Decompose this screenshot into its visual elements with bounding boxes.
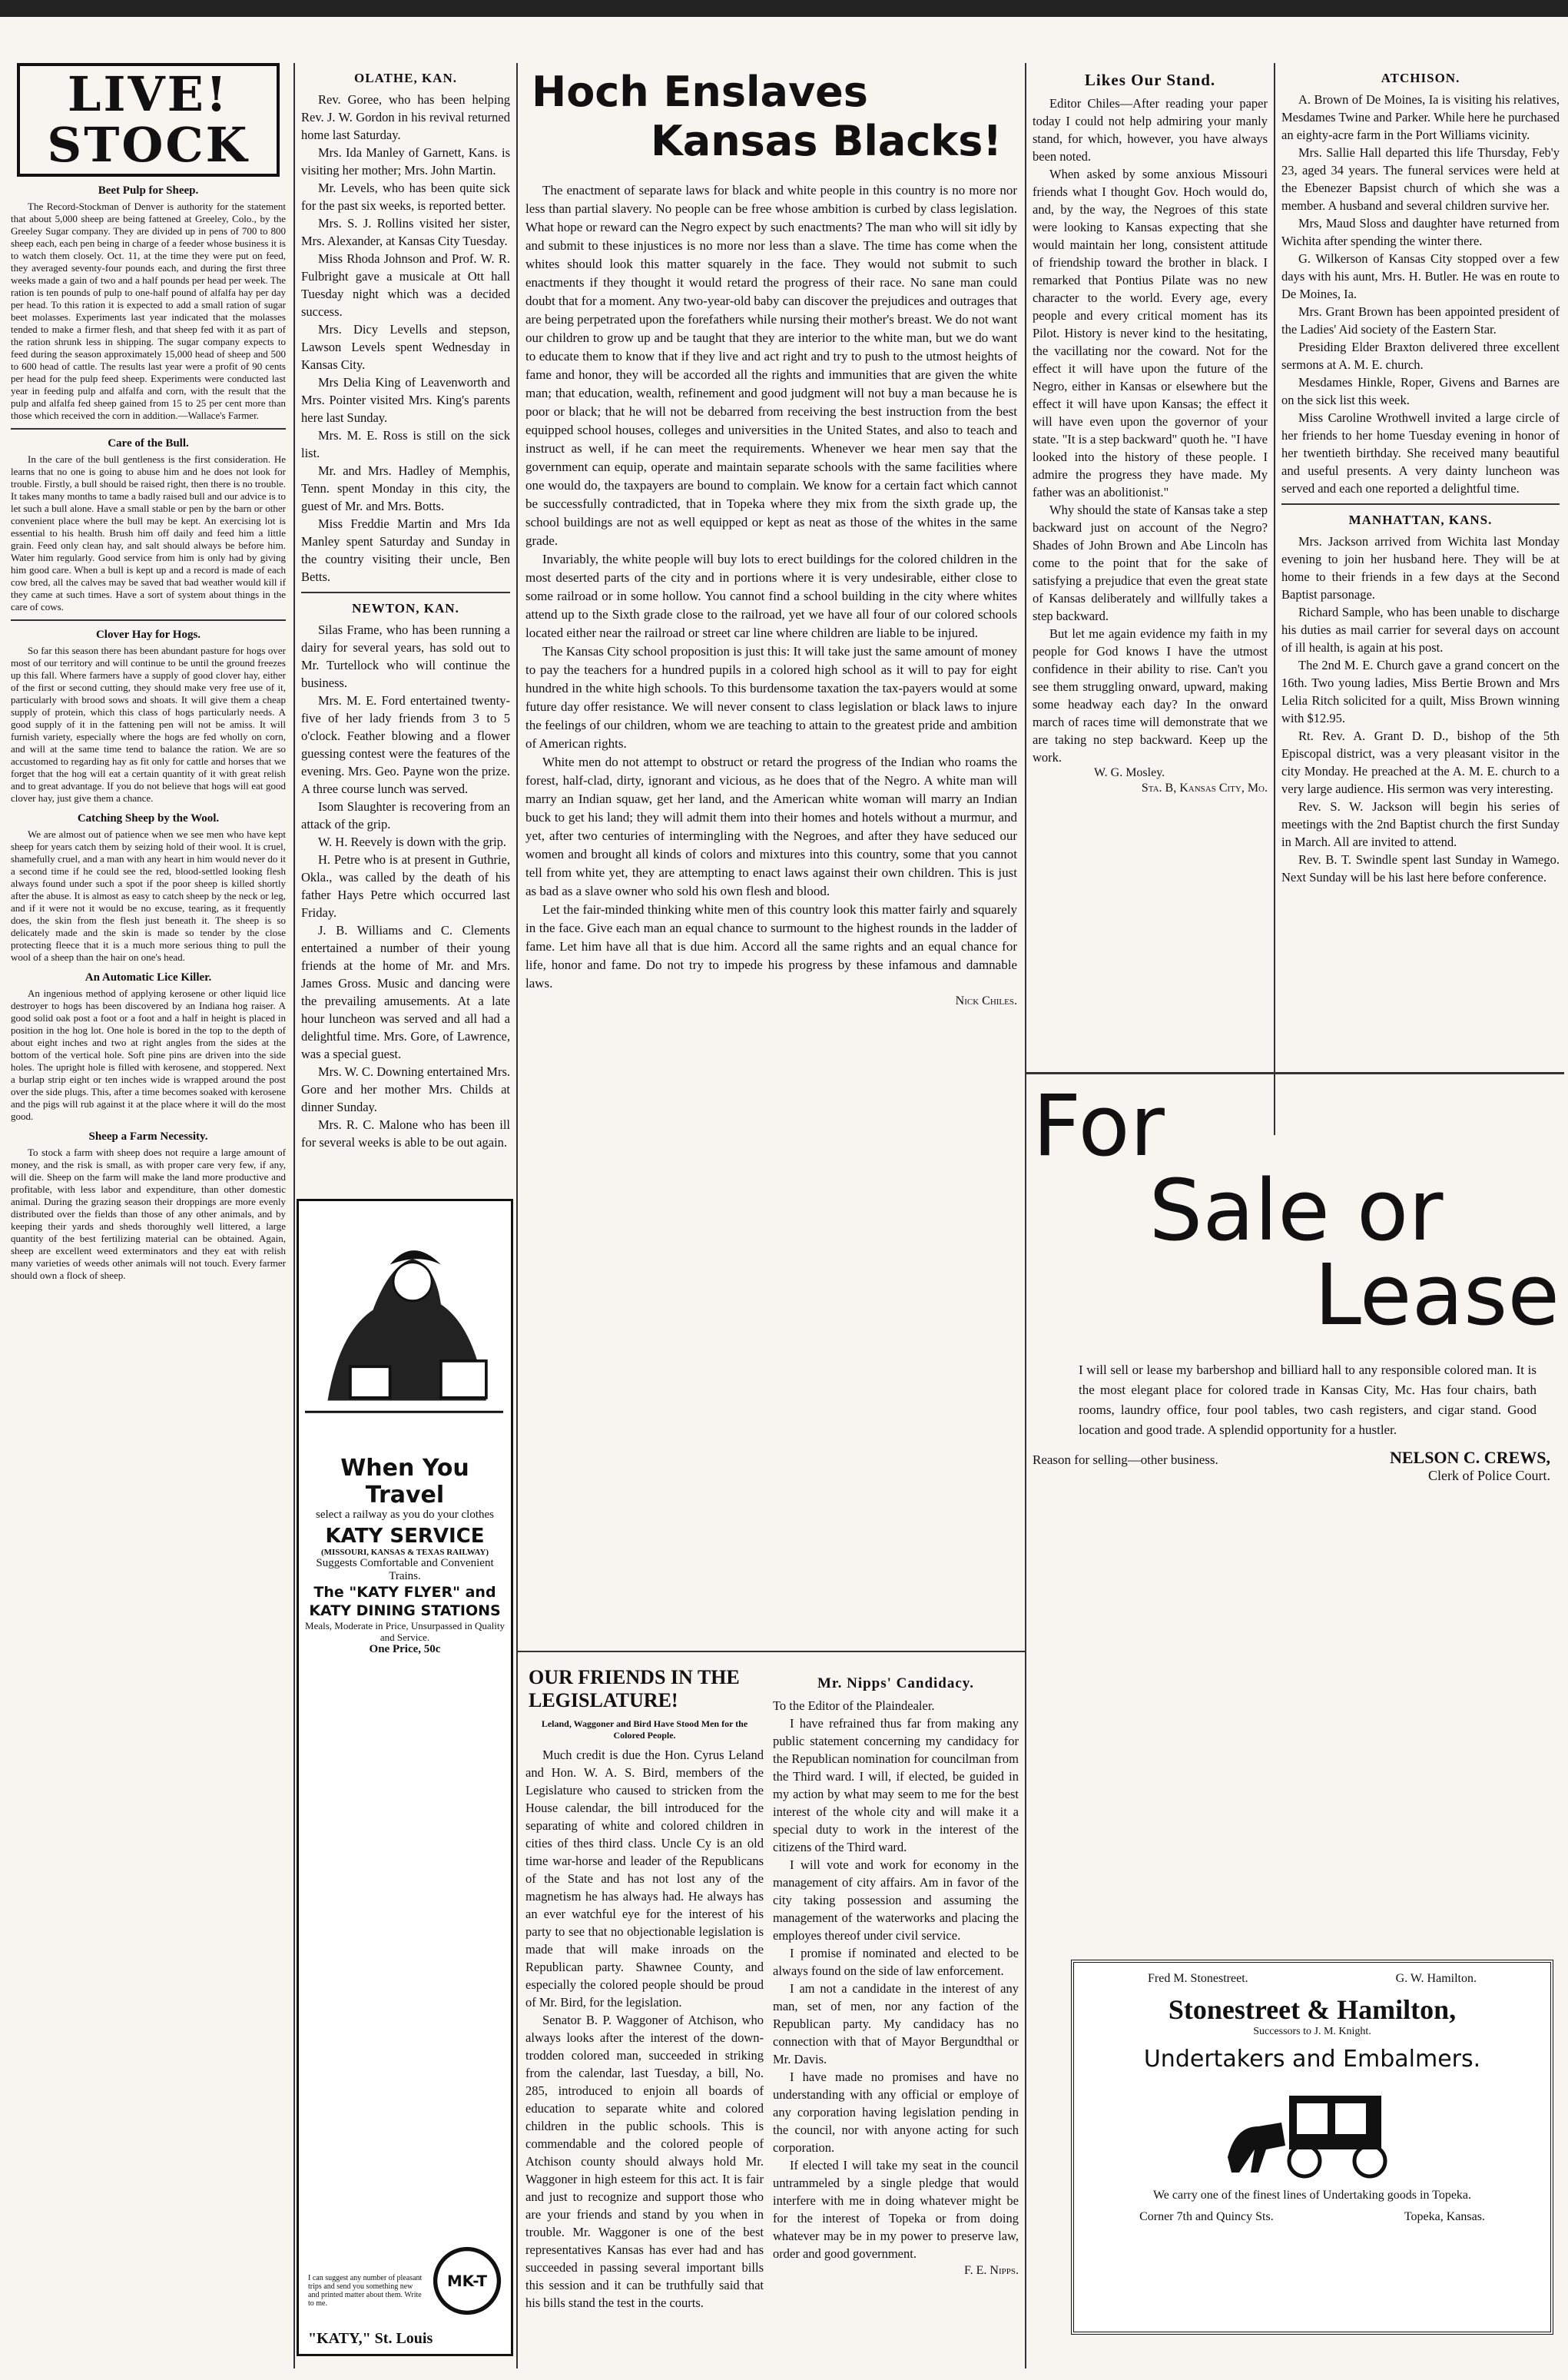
article-heading: Clover Hay for Hogs. (95, 629, 201, 641)
ad-headline: Sale or (1149, 1161, 1444, 1260)
news-item: Richard Sample, who has been unable to discharge his duties as mail carrier for several days on account of ill health, is again at his post. (1281, 605, 1560, 655)
news-item: H. Petre who is at present in Guthrie, Okla., was called by the death of his father Hays Petre which occurred last Friday. (301, 852, 510, 920)
column-rule (516, 63, 518, 2368)
article-headline (532, 68, 1017, 166)
news-item: Rev. Goree, who has been helping Rev. J. W. Gordon in his revival returned home last Saturday. (301, 92, 510, 142)
column-rule (1025, 63, 1026, 2368)
article-paragraph: The enactment of separate laws for black and white people in this country is no more nor less than partial slavery. No people can be free whose ambition is curbed by class legislation. What hope or reward can the Negro expect by such enactments? The man who will sit idly by and submit to these injustices is no more nor less than a slave. The time has come when the whites should look this matter squarely in the face. They would not submit to such enactments if they thought it would retard the progress of their race. No sane man could doubt that for a moment. Any two-year-old baby can discover the prejudices and outrages that are being perpetrated upon the forefathers while nursing their mother's breast. We do not want our children to grow up and be taught that they are interior to the white man, but we do want to educate them to know that if they live and act right and try to push to the utmost heights of fame and honor, they will be accorded all the rights and immunities that are given the white man; that education, wealth, refinement and good judgment will not buy a man because he is poor or black; that he will not be debarred from receiving the best instruction from the best equipped school houses, colleges and universities in the United States, and also to teach and instruct as well, if he can meet the requirements. Whenever we hear men say that the government can equip, operate and maintain separate schools with the same facilities where one would do, the taxpayers are bound to complain. We know for a certain fact which cannot be successfully contradicted, that in Topeka where they mix from the sixth grade up, the school buildings are not as well equipped or kept as neat as those of the whites in the same grade. (525, 183, 1017, 548)
article-paragraph: The Kansas City school proposition is just this: It will take just the same amount of money to pay the teachers for a hundred pupils in a colored high school as it will to pay for eight hundred in the white high schools. To this burdensome taxation the tax-payers would at some future day offer resistance. We will never consent to class legislation or black laws to injure the feelings of our children, whom we are teaching to attain to the greatest pride and ambition of American rights. (525, 644, 1017, 751)
undertaker-ad (1071, 1960, 1553, 2335)
ad-headline: When You Travel (340, 1455, 469, 1509)
article-signature: W. G. Mosley. (1094, 766, 1165, 779)
friends-article (525, 1660, 764, 2367)
column-rule (293, 63, 295, 2368)
news-item: Mrs. W. C. Downing entertained Mrs. Gore and her mother Mrs. Childs at dinner Sunday. (301, 1064, 510, 1114)
ad-brand: KATY SERVICE (325, 1525, 485, 1548)
ad-text: select a railway as you do your clothes (315, 1509, 494, 1521)
ad-text: I can suggest any number of pleasant trips and send you something new and printed matter about them. Write to me. (308, 2274, 423, 2308)
headline-line: Hoch Enslaves (532, 68, 868, 116)
article-paragraph: Editor Chiles—After reading your paper today I could not help admiring your manly stand, for which, however, you have always been noted. (1033, 96, 1268, 164)
ad-text: Reason for selling—other business. (1033, 1452, 1218, 1467)
article-signature: Sta. B, Kansas City, Mo. (1141, 782, 1268, 795)
nipps-article (773, 1668, 1019, 2367)
news-item: Mr. and Mrs. Hadley of Memphis, Tenn. spent Monday in this city, the guest of Mr. and Mrs. Botts. (301, 463, 510, 513)
article-headline: Mr. Nipps' Candidacy. (817, 1675, 974, 1691)
article-text: We are almost out of patience when we see men who have kept sheep for years catch them by seizing hold of their wool. It is cruel, shamefully cruel, and a man with any heart in him would never do it a second time if he could see the red, blood-settled looking flesh always found under such a spot if the poor sheep is killed shortly after the abuse. It is almost as easy to catch sheep by the neck or leg, and if it were not it would be no excuse, tearing, as it frequently does, the skin from the flesh just beneath it. The sheep is so delicately made and the skin is made so tender by the close protecting fleece that it is a much more serious thing to pull the wool of a sheep than the hair on one's head. (11, 828, 286, 963)
article-headline: OUR FRIENDS IN THE LEGISLATURE! (529, 1666, 740, 1711)
news-item: Silas Frame, who has been running a dairy for several years, has sold out to Mr. Turtellock who will continue the business. (301, 622, 510, 690)
live-stock-masthead (17, 63, 280, 177)
news-item: Mrs. Sallie Hall departed this life Thursday, Feb'y 23, aged 34 years. The funeral services were held at the Ebenezer Bapsist church of which she was a member. A husband and several children survive her. (1281, 145, 1560, 213)
article-paragraph: I am not a candidate in the interest of any man, set of men, nor any faction of the Republican party. My candidacy has no connection with that of Mayor Bergundthal or Mr. Davis. (773, 1981, 1019, 2066)
news-item: A. Brown of De Moines, Ia is visiting his relatives, Mesdames Twine and Parker. While here he purchased an eighty-acre farm in the Port Williams vicinity. (1281, 92, 1560, 142)
ad-price: One Price, 50c (369, 1643, 441, 1655)
divider (11, 619, 286, 621)
local-news-column (301, 63, 510, 1185)
ad-text: Meals, Moderate in Price, Unsurpassed in Quality and Service. (305, 1620, 505, 1643)
ad-text: I will sell or lease my barbershop and billiard hall to any responsible colored man. It is the most elegant place for colored trade in Kansas City, Mc. Has four chairs, bath rooms, laundry office, four pool tables, two cash registers, and cigar stand. Good location and good trade. A splendid opportunity for a hustler. (1079, 1363, 1537, 1437)
partner-name: G. W. Hamilton. (1395, 1972, 1477, 1985)
article-paragraph: I have refrained thus far from making any public statement concerning my candidacy for the Republican nomination for councilman from the Third ward. I will, if elected, be guided in my action by what may seem to me for the best interest of the whole city and will make it a special duty to work in the interest of the citizens of the Third ward. (773, 1716, 1019, 1854)
article-paragraph: I have made no promises and have no understanding with any official or employe of any corporation having legislation pending in the council, nor with anyone acting for such corporation. (773, 2070, 1019, 2155)
article-paragraph: White men do not attempt to obstruct or retard the progress of the Indian who roams the forest, half-clad, dirty, ignorant and vicious, as he does that of the Negro. A white man will marry an Indian squaw, get her land, and the American white woman will marry an Indian buck to get his land; they will admit them into their homes and hotels without a murmur, and yet, after two centuries of intermingling with the Negroes, and after they have seduced our women and brought all kinds of colors and mixtures into this country, some that you cannot tell from white yet, they are attempting to enact laws against their own children. This is just as bad as a slave owner who sold his own flesh and blood. (525, 755, 1017, 898)
article-paragraph: I promise if nominated and elected to be always found on the side of law enforcement. (773, 1946, 1019, 1978)
ad-text: (MISSOURI, KANSAS & TEXAS RAILWAY) (320, 1548, 489, 1557)
article-heading: Sheep a Farm Necessity. (88, 1130, 208, 1143)
news-item: Mrs. Dicy Levells and stepson, Lawson Levels spent Wednesday in Kansas City. (301, 322, 510, 372)
article-paragraph: Why should the state of Kansas take a step backward just on account of the Negro? Shades of John Brown and Abe Lincoln has come to the point that for the sake of satisfying a prejudice that even the great state of Kansas deliberately and willfully takes a step backward. (1033, 503, 1268, 623)
article-text: To stock a farm with sheep does not require a large amount of money, and the risk is small, as with proper care very few, if any, will die. Sheep on the farm will make the land more productive and profitable, with less labor and expenditure, than other domestic animal. During the grazing season their droppings are more evenly distributed over the fields than those of any other animals, and by keeping their yards and sheds thoroughly well littered, a large quantity of the best fertilizing material can be obtained. Again, sheep are excellent weed exterminators and they eat with relish many varieties of weeds other animals will not touch. Every farmer should own a flock of sheep. (11, 1147, 286, 1281)
hearse-carriage-icon (1220, 2080, 1404, 2180)
news-item: Presiding Elder Braxton delivered three excellent sermons at A. M. E. church. (1281, 340, 1560, 372)
page-top-edge (0, 0, 1568, 17)
news-item: Mrs. Grant Brown has been appointed president of the Ladies' Aid society of the Eastern Star. (1281, 304, 1560, 337)
ad-signature-title: Clerk of Police Court. (1428, 1468, 1550, 1483)
ad-text: We carry one of the finest lines of Undertaking goods in Topeka. (1152, 2189, 1472, 2202)
article-paragraph: When asked by some anxious Missouri friends what I thought Gov. Hoch would do, and, by the way, the Negroes of this state were looking to Kansas expecting that she would maintain her long, consistent attitude of friendship toward the brother in black. I remarked that Pontius Pilate was no new character to the world. Every age, every people and every critical moment has its Pilot. History is never kind to the hesitating, the vacillating nor the coward. Not for the effect it will have upon the future of the Negro, either in Kansas or elsewhere but the effect it will have upon Kansas; the effect it will have even upon the governor of your state. "It is a step backward" quoth he. "I have looked into the history of these people. I admire the progress they have made. My father was an abolitionist." (1033, 167, 1268, 500)
ad-address: Corner 7th and Quincy Sts. (1139, 2210, 1274, 2223)
article-paragraph: Invariably, the white people will buy lots to erect buildings for the colored children in the most deserted parts of the city and in portions where it is very undesirable, either close to some railroad or in some hollow. You cannot find a school building in the city where whites attend up to the Sixth grade close to the railroad, yet we have all four of our colored schools located either near the railroad or street car line where children are liable to be injured. (525, 552, 1017, 640)
article-headline: Likes Our Stand. (1084, 71, 1216, 89)
news-item: Mrs. S. J. Rollins visited her sister, Mrs. Alexander, at Kansas City Tuesday. (301, 216, 510, 248)
article-heading: Care of the Bull. (108, 437, 189, 450)
ad-city: Topeka, Kansas. (1404, 2210, 1485, 2223)
news-item: Mr. Levels, who has been quite sick for the past six weeks, is reported better. (301, 181, 510, 213)
news-item: Mesdames Hinkle, Roper, Givens and Barnes are on the sick list this week. (1281, 375, 1560, 407)
news-item: The 2nd M. E. Church gave a grand concert on the 16th. Two young ladies, Miss Bertie Brown and Mrs Lelia Ritch solicited for a quilt, Miss Brown winning with $12.95. (1281, 658, 1560, 725)
divider (1281, 503, 1560, 505)
divider (1026, 1072, 1564, 1074)
divider (518, 1651, 1025, 1652)
news-item: J. B. Williams and C. Clements entertained a number of their young friends at the home of Mr. and Mrs. James Gross. Music and dancing were the prevailing amusements. At a late hour luncheon was served and all had a delightful time. Mrs. Gore, of Lawrence, was a special guest. (301, 923, 510, 1061)
ad-text: Suggests Comfortable and Convenient Trains. (316, 1557, 494, 1582)
masthead-line: LIVE! (67, 66, 230, 122)
column-rule (1274, 63, 1275, 1135)
article-paragraph: I will vote and work for economy in the management of city affairs. Am in favor of the city taking possession and assuming the management of the waterworks and placing the employes thereof under civil service. (773, 1857, 1019, 1943)
news-item: Rev. S. W. Jackson will begin his series of meetings with the 2nd Baptist church the first Sunday in March. All are invited to attend. (1281, 799, 1560, 849)
news-item: Miss Caroline Wrothwell invited a large circle of her friends to her home Tuesday evening in honor of her twentieth birthday. She received many beautiful and useful presents. A very dainty luncheon was served and each one reported a delightful time. (1281, 410, 1560, 496)
article-heading: An Automatic Lice Killer. (85, 971, 212, 984)
article-heading: Catching Sheep by the Wool. (77, 812, 220, 825)
divider (301, 592, 510, 593)
article-signature: Nick Chiles. (955, 994, 1017, 1007)
ad-text: The "KATY FLYER" and KATY DINING STATIONS (309, 1584, 501, 1619)
news-item: G. Wilkerson of Kansas City stopped over a few days with his aunt, Mrs. H. Butler. He was en route to De Moines, Ia. (1281, 251, 1560, 301)
live-stock-column (11, 63, 286, 2368)
article-text: An ingenious method of applying kerosene or other liquid lice destroyer to hogs has been discovered by an Indiana hog raiser. A good solid oak post a foot or a foot and a half in height is placed in position in the hog lot. One hole is bored in the top to the depth of about eight inches and two at right angles from the sides at the bottom of the vertical hole. Soft pine pins are driven into the side holes. The upright hole is filled with kerosene, and stoppered. Next a burlap strip eight or ten inches wide is wrapped around the post over the side plugs. This, after a time becomes soaked with kerosene and the pigs will rub against it at the place where it will do the most good. (11, 988, 286, 1122)
news-item: Mrs, Maud Sloss and daughter have returned from Wichita after spending the winter there. (1281, 216, 1560, 248)
article-paragraph: If elected I will take my seat in the council untrammeled by a single pledge that would interfere with me in doing whatever might be for the interest of Topeka or from doing whatever may be in my power to preserve law, order and good government. (773, 2158, 1019, 2261)
headline-line: Kansas Blacks! (650, 117, 1002, 165)
for-sale-ad (1033, 1077, 1560, 1890)
partner-name: Fred M. Stonestreet. (1148, 1972, 1248, 1985)
news-item: Miss Rhoda Johnson and Prof. W. R. Fulbright gave a musicale at Ott hall Tuesday night which was a decided success. (301, 251, 510, 319)
news-item: Rt. Rev. A. Grant D. D., bishop of the 5th Episcopal district, was a very pleasant visitor in the city Monday. He preached at the A. M. E. church to a very large audience. His sermon was very interesting. (1281, 729, 1560, 796)
ad-text: Undertakers and Embalmers. (1143, 2046, 1481, 2073)
news-item: Mrs Delia King of Leavenworth and Mrs. Pointer visited Mrs. King's parents here last Sunday. (301, 375, 510, 425)
masthead-line: STOCK (47, 117, 250, 173)
article-heading: Beet Pulp for Sheep. (98, 184, 199, 197)
divider (11, 428, 286, 430)
news-item: W. H. Reevely is down with the grip. (318, 835, 507, 849)
section-heading: OLATHE, KAN. (353, 71, 457, 85)
ad-signature: NELSON C. CREWS, (1389, 1448, 1550, 1467)
news-item: Mrs. Jackson arrived from Wichita last Monday evening to join her husband here. They will be at home to their friends in a few days at the Second Baptist parsonage. (1281, 534, 1560, 602)
news-item: Isom Slaughter is recovering from an attack of the grip. (301, 799, 510, 832)
article-text: So far this season there has been abundant pasture for hogs over most of our territory and will continue to be until the ground freezes up this fall. Where farmers have a supply of good clover hay, either of the first or second cutting, they should make very free use of it, particularly with brood sows and shoats. It will give them a cheap supply of protein, which this class of hogs particularly needs. A good supply of it in the fattening pen will not be amiss. It will furnish variety, especially where the hogs are fed wholly on corn, and will at the same time tend to balance the ration. We are so accustomed to regarding hay as fit only for cattle and horses that we forget that the hog will eat a certain quantity of it with great relish and to great advantage. If you do not believe that hogs will eat good clover hay, just give them a chance. (11, 645, 286, 804)
news-item: Rev. B. T. Swindle spent last Sunday in Wamego. Next Sunday will be his last here before conference. (1281, 852, 1560, 885)
ad-text: Successors to J. M. Knight. (1253, 2026, 1371, 2037)
likes-article (1033, 63, 1268, 1062)
ad-headline: For (1033, 1077, 1165, 1175)
article-signature: F. E. Nipps. (964, 2264, 1019, 2277)
hoch-article (525, 63, 1017, 1646)
logo-text: MK-T (446, 2272, 488, 2291)
traveller-illustration-icon (305, 1209, 503, 1439)
news-item: Mrs. Ida Manley of Garnett, Kans. is visiting her mother; Mrs. John Martin. (301, 145, 510, 178)
article-paragraph: Senator B. P. Waggoner of Atchison, who always looks after the interest of the down-trodden colored man, succeeded in striking from the calendar, last Tuesday, a bill, No. 285, introduced to enjoin all boards of education to separate white and colored children in the public schools. This is commendable and the colored people of Atchison county should always hold Mr. Waggoner in high esteem for this act. It is fair and just to recognize and support those who are your friends and stand by you when in trouble. Mr. Waggoner is one of the best representatives Kansas has ever had and has succeeded in passing several important bills this session and it can be truthfully said that his bills stand the test in the courts. (525, 2013, 764, 2310)
article-subhead: Leland, Waggoner and Bird Have Stood Men for the Colored People. (541, 1718, 748, 1741)
article-text: The Record-Stockman of Denver is authority for the statement that about 5,000 sheep are being fattened at Greeley, Colo., by the Greeley Sugar company. They are divided up in pens of 700 to 800 sheep each, each pen being in charge of a feeder whose business it is to watch them closely. Oct. 11, at the time they were put on feed, they averaged seventy-four pounds each, and during the first three weeks made a gain of two and a half pounds per head per week. The ration is ten pounds of pulp to one-half pound of alfalfa hay per day per head. To this ration it is expected to add a small ration of sugar beet molasses. Experiments last year indicated that the molasses tended to make a firmer flesh, and that sheep fed with it as part of the ration shrunk less in shipping. The sugar company expects to feed during the season approximately 15,000 head of sheep and 500 to 600 head of cattle. The results last year were a profit of 90 cents per head for the pulp feed sheep. Experiments were conducted last year in feeding pulp and alfalfa and corn, with the result that the pulp and alfalfa fed sheep gained from 15 to 25 per cent more than those which received the corn in addition.—Wallace's Farmer. (11, 201, 286, 421)
article-salutation: To the Editor of the Plaindealer. (773, 1698, 935, 1713)
article-paragraph: But let me again evidence my faith in my people for God knows I have the utmost confidence in their ability to rise. Can't you see them struggling onward, upward, making some headway each day? In the onward march of races time will demonstrate that we are taking no step backward. Keep up the work. (1033, 626, 1268, 765)
news-item: Mrs. R. C. Malone who has been ill for several weeks is able to be out again. (301, 1117, 510, 1150)
katy-railway-ad (297, 1199, 513, 2356)
mkt-logo-icon (433, 2246, 502, 2315)
atchison-column (1281, 63, 1560, 1062)
ad-headline: Lease (1314, 1246, 1560, 1344)
article-paragraph: Much credit is due the Hon. Cyrus Leland and Hon. W. A. S. Bird, members of the Legislature who caused to stricken from the House calendar, the bill introduced for the separating of white and colored children in cities of thes third class. Uncle Cy is an old time war-horse and leader of the Republicans of the State and has not lost any of the magnetism he has always had. He always has an ever watchful eye for the interest of his party to see that no objectionable legislation is made that will make inroads on the Republican party. Shawnee County, and especially the colored people should be proud of Mr. Bird, for the legislation. (525, 1748, 764, 2010)
section-heading: MANHATTAN, KANS. (1348, 513, 1493, 527)
section-heading: NEWTON, KAN. (352, 601, 459, 616)
firm-name: Stonestreet & Hamilton, (1168, 1994, 1457, 2025)
article-paragraph: Let the fair-minded thinking white men of this country look this matter fairly and squarely in the face. Give each man an equal chance to surmount to the highest rounds in the ladder of fame. Let him have all that is due him. Accord all the same rights and an equal chance for life, honor and fame. Do not try to impede his progress by these infamous and damnable laws. (525, 902, 1017, 991)
news-item: Mrs. M. E. Ross is still on the sick list. (301, 428, 510, 460)
section-heading: ATCHISON. (1381, 71, 1460, 85)
ad-slogan: "KATY," St. Louis (308, 2330, 433, 2347)
article-text: In the care of the bull gentleness is the first consideration. He learns that no one is going to abuse him and he does not look for trouble. Firstly, a bull should be raised right, then there is no trouble. It takes many months to tame a badly raised bull and our advice is to let such a bull alone. Have a small stable or pen by the barn or other convenient place where the bull may be kept. An exercising lot is essential to his health. Brush him off daily and feed him a little grain. Feed only clean hay, and salt should always be before him. Water him regularly. Good service from him is only had by giving him good care. When a bull is kept up and a record is made of each cow bred, all the calves may be saved that bad weather would kill if they came at such times. Have a sort of system about things in the care of cows. (11, 453, 286, 612)
news-item: Mrs. M. E. Ford entertained twenty-five of her lady friends from 3 to 5 o'clock. Feather blowing and a flower guessing contest were the features of the evening. Mrs. Geo. Payne won the prize. A three course lunch was served. (301, 693, 510, 796)
news-item: Miss Freddie Martin and Mrs Ida Manley spent Saturday and Sunday in the country visiting their uncle, Ben Betts. (301, 516, 510, 584)
